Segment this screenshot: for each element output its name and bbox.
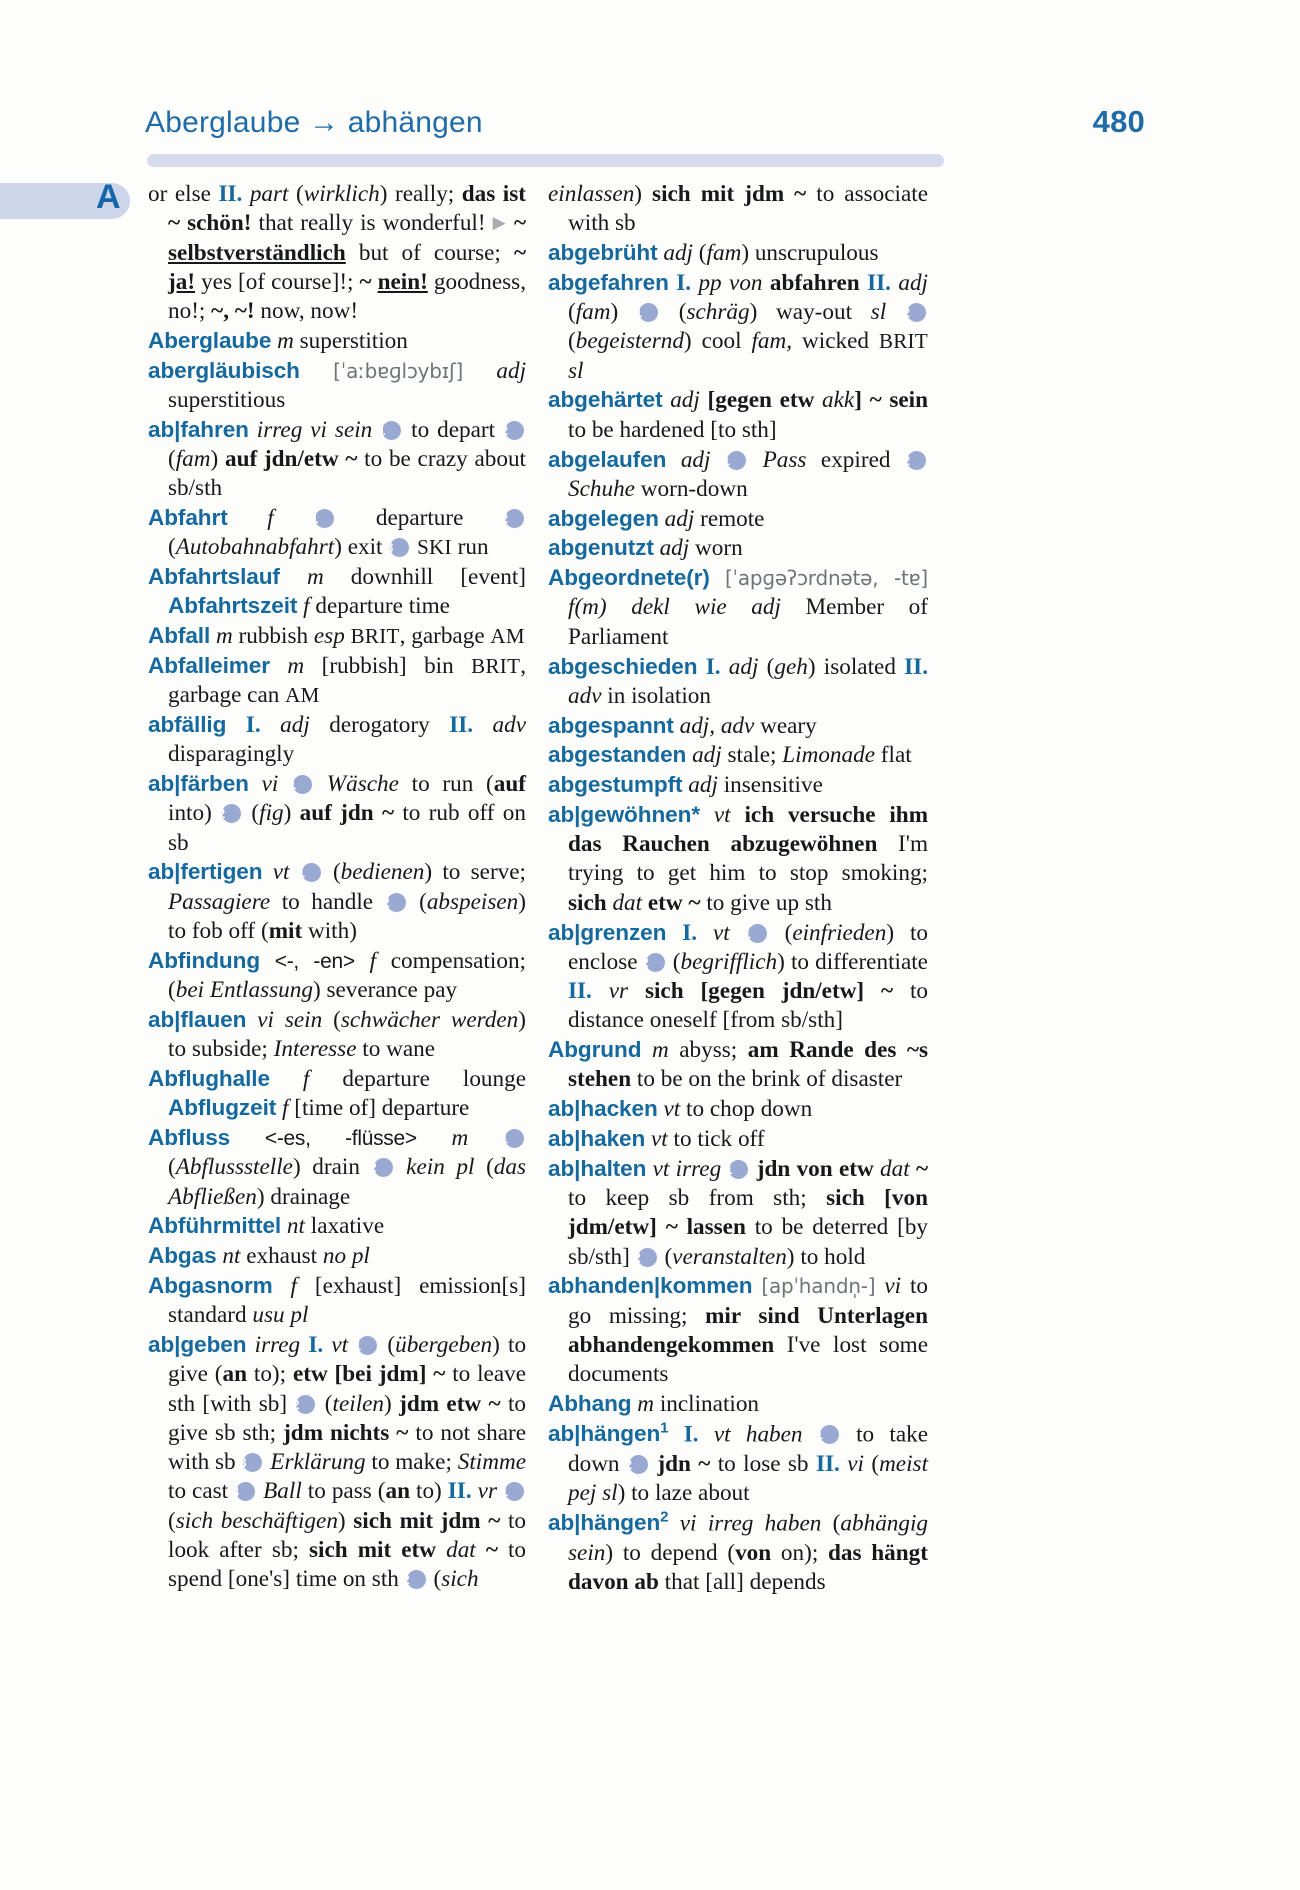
left-column <box>148 180 538 1593</box>
dictionary-entry: Abflughalle f departure lounge Abflugzeit f [time of] departure <box>148 1065 527 1122</box>
page-number: 480 <box>1092 104 1145 139</box>
dictionary-entry: abgefahren I. pp von abfahren II. adj (fam) 1 (schräg) way-out sl 2 (begeisternd) cool fam, wicked BRIT sl <box>548 269 928 384</box>
dictionary-entry: ab|geben irreg I. vt 1 (übergeben) to give (an to); etw [bei jdm] ~ to leave sth [with sb] 2 (teilen) jdm etw ~ to give sb sth; jdm nichts ~ to not share with sb 3 Erklärung to make; Stimme to cast 4 Ball to pass (an to) II. vr 1 (sich beschäftigen) sich mit jdm ~ to look after sb; sich mit etw dat ~ to spend [one's] time on sth 2 (sich <box>148 1331 527 1593</box>
dictionary-entry: ab|hängen$^2$ vi irreg haben (abhängig sein) to depend (von on); das hängt davon ab that [all] depends <box>548 1508 929 1595</box>
dictionary-entry: Abgeordnete(r) [ˈapɡəʔɔrdnətə, -tɐ] f(m) dekl wie adj Member of Parliament <box>548 565 929 650</box>
dictionary-entry: abgespannt adj, adv weary <box>548 712 817 739</box>
dictionary-entry: abgehärtet adj [gegen etw akk] ~ sein to be hardened [to sth] <box>548 387 929 443</box>
dictionary-entry: abgelegen adj remote <box>548 505 765 532</box>
dictionary-entry: abgenutzt adj worn <box>548 535 743 562</box>
running-head-headwords: Aberglaube → abhängen <box>145 106 483 139</box>
dictionary-entry: Abgas nt exhaust no pl <box>148 1243 370 1270</box>
dictionary-entry: ab|flauen vi sein (schwächer werden) to subside; Interesse to wane <box>148 1006 526 1063</box>
running-head <box>145 104 1145 140</box>
dictionary-entry: abergläubisch [ˈaːbɐɡlɔybɪʃ] adj superstitious <box>148 357 527 413</box>
dictionary-entry: Aberglaube m superstition <box>148 327 408 354</box>
dictionary-entry: ab|färben vi 1 Wäsche to run (auf into) 2 (fig) auf jdn ~ to rub off on sb <box>148 771 527 856</box>
right-column <box>538 180 929 1595</box>
dictionary-entry: ab|fertigen vt 1 (bedienen) to serve; Passagiere to handle 2 (abspeisen) to fob off (mit with) <box>148 859 526 945</box>
dictionary-entry: abhanden|kommen [apˈhandn̩-] vi to go missing; mir sind Unterlagen abhandengekommen I've lost some documents <box>548 1273 928 1388</box>
dictionary-entry: ab|hängen$^1$ I. vt haben 1 to take down 2 jdn ~ to lose sb II. vi (meist pej sl) to laze about <box>548 1419 929 1506</box>
dictionary-entry: Abführmittel nt laxative <box>148 1213 385 1240</box>
dictionary-entry: abgestanden adj stale; Limonade flat <box>548 742 912 769</box>
header-rule <box>147 154 944 167</box>
dictionary-entry: ab|halten vt irreg 1 jdn von etw dat ~ to keep sb from sth; sich [von jdm/etw] ~ lassen to be deterred [by sb/sth] 2 (veranstalten) to hold <box>548 1155 929 1270</box>
dictionary-entry: Abhang m inclination <box>548 1391 760 1418</box>
dictionary-entry: Abfahrtslauf m downhill [event] Abfahrtszeit f departure time <box>148 564 526 620</box>
dictionary-entry: ab|fahren irreg vi sein 1 to depart 2 (fam) auf jdn/etw ~ to be crazy about sb/sth <box>148 416 526 502</box>
columns-container <box>148 180 948 1595</box>
dictionary-entry: or else II. part (wirklich) really; das ist ~ schön! that really is wonderful! ▶ ~ selbstverständlich but of course; ~ ja! yes [of course]!; ~ nein! goodness, no!; ~, ~! now, now! <box>148 181 526 325</box>
dictionary-entry: ab|gewöhnen* vt ich versuche ihm das Rauchen abzugewöhnen I'm trying to get him to stop smoking; sich dat etw ~ to give up sth <box>548 801 929 916</box>
dictionary-entry: einlassen) sich mit jdm ~ to associate with sb <box>548 181 928 237</box>
dictionary-entry: abgelaufen adj 1 Pass expired 2 Schuhe worn-down <box>548 446 928 505</box>
dictionary-entry: ab|hacken vt to chop down <box>548 1096 813 1123</box>
dictionary-entry: Abgasnorm f [exhaust] emission[s] standard usu pl <box>148 1272 526 1329</box>
dictionary-entry: Abgrund m abyss; am Rande des ~s stehen to be on the brink of disaster <box>548 1037 929 1093</box>
dictionary-entry: abgebrüht adj (fam) unscrupulous <box>548 240 879 267</box>
dictionary-entry: Abfall m rubbish esp BRIT, garbage AM <box>148 623 525 650</box>
dictionary-entry: abfällig I. adj derogatory II. adv disparagingly <box>148 712 527 768</box>
dictionary-entry: ab|grenzen I. vt 1 (einfrieden) to enclose 2 (begrifflich) to differentiate II. vr sich [gegen jdn/etw] ~ to distance oneself [from sb/sth] <box>548 919 929 1034</box>
dictionary-entry: Abfindung <-, -en> f compensation; (bei Entlassung) severance pay <box>148 947 526 1004</box>
dictionary-entry: abgeschieden I. adj (geh) isolated II. adv in isolation <box>548 653 929 709</box>
dictionary-entry: ab|haken vt to tick off <box>548 1126 765 1152</box>
dictionary-entry: Abfalleimer m [rubbish] bin BRIT, garbage can AM <box>148 653 526 709</box>
dictionary-entry: Abfluss <-es, -flüsse> m 1 (Abflussstelle) drain 2 kein pl (das Abfließen) drainage <box>148 1125 527 1210</box>
dictionary-entry: abgestumpft adj insensitive <box>548 772 823 799</box>
dictionary-entry: Abfahrt f 1 departure 2 (Autobahnabfahrt) exit 3 SKI run <box>148 504 526 563</box>
letter-thumb-tab-label: A <box>96 178 121 216</box>
